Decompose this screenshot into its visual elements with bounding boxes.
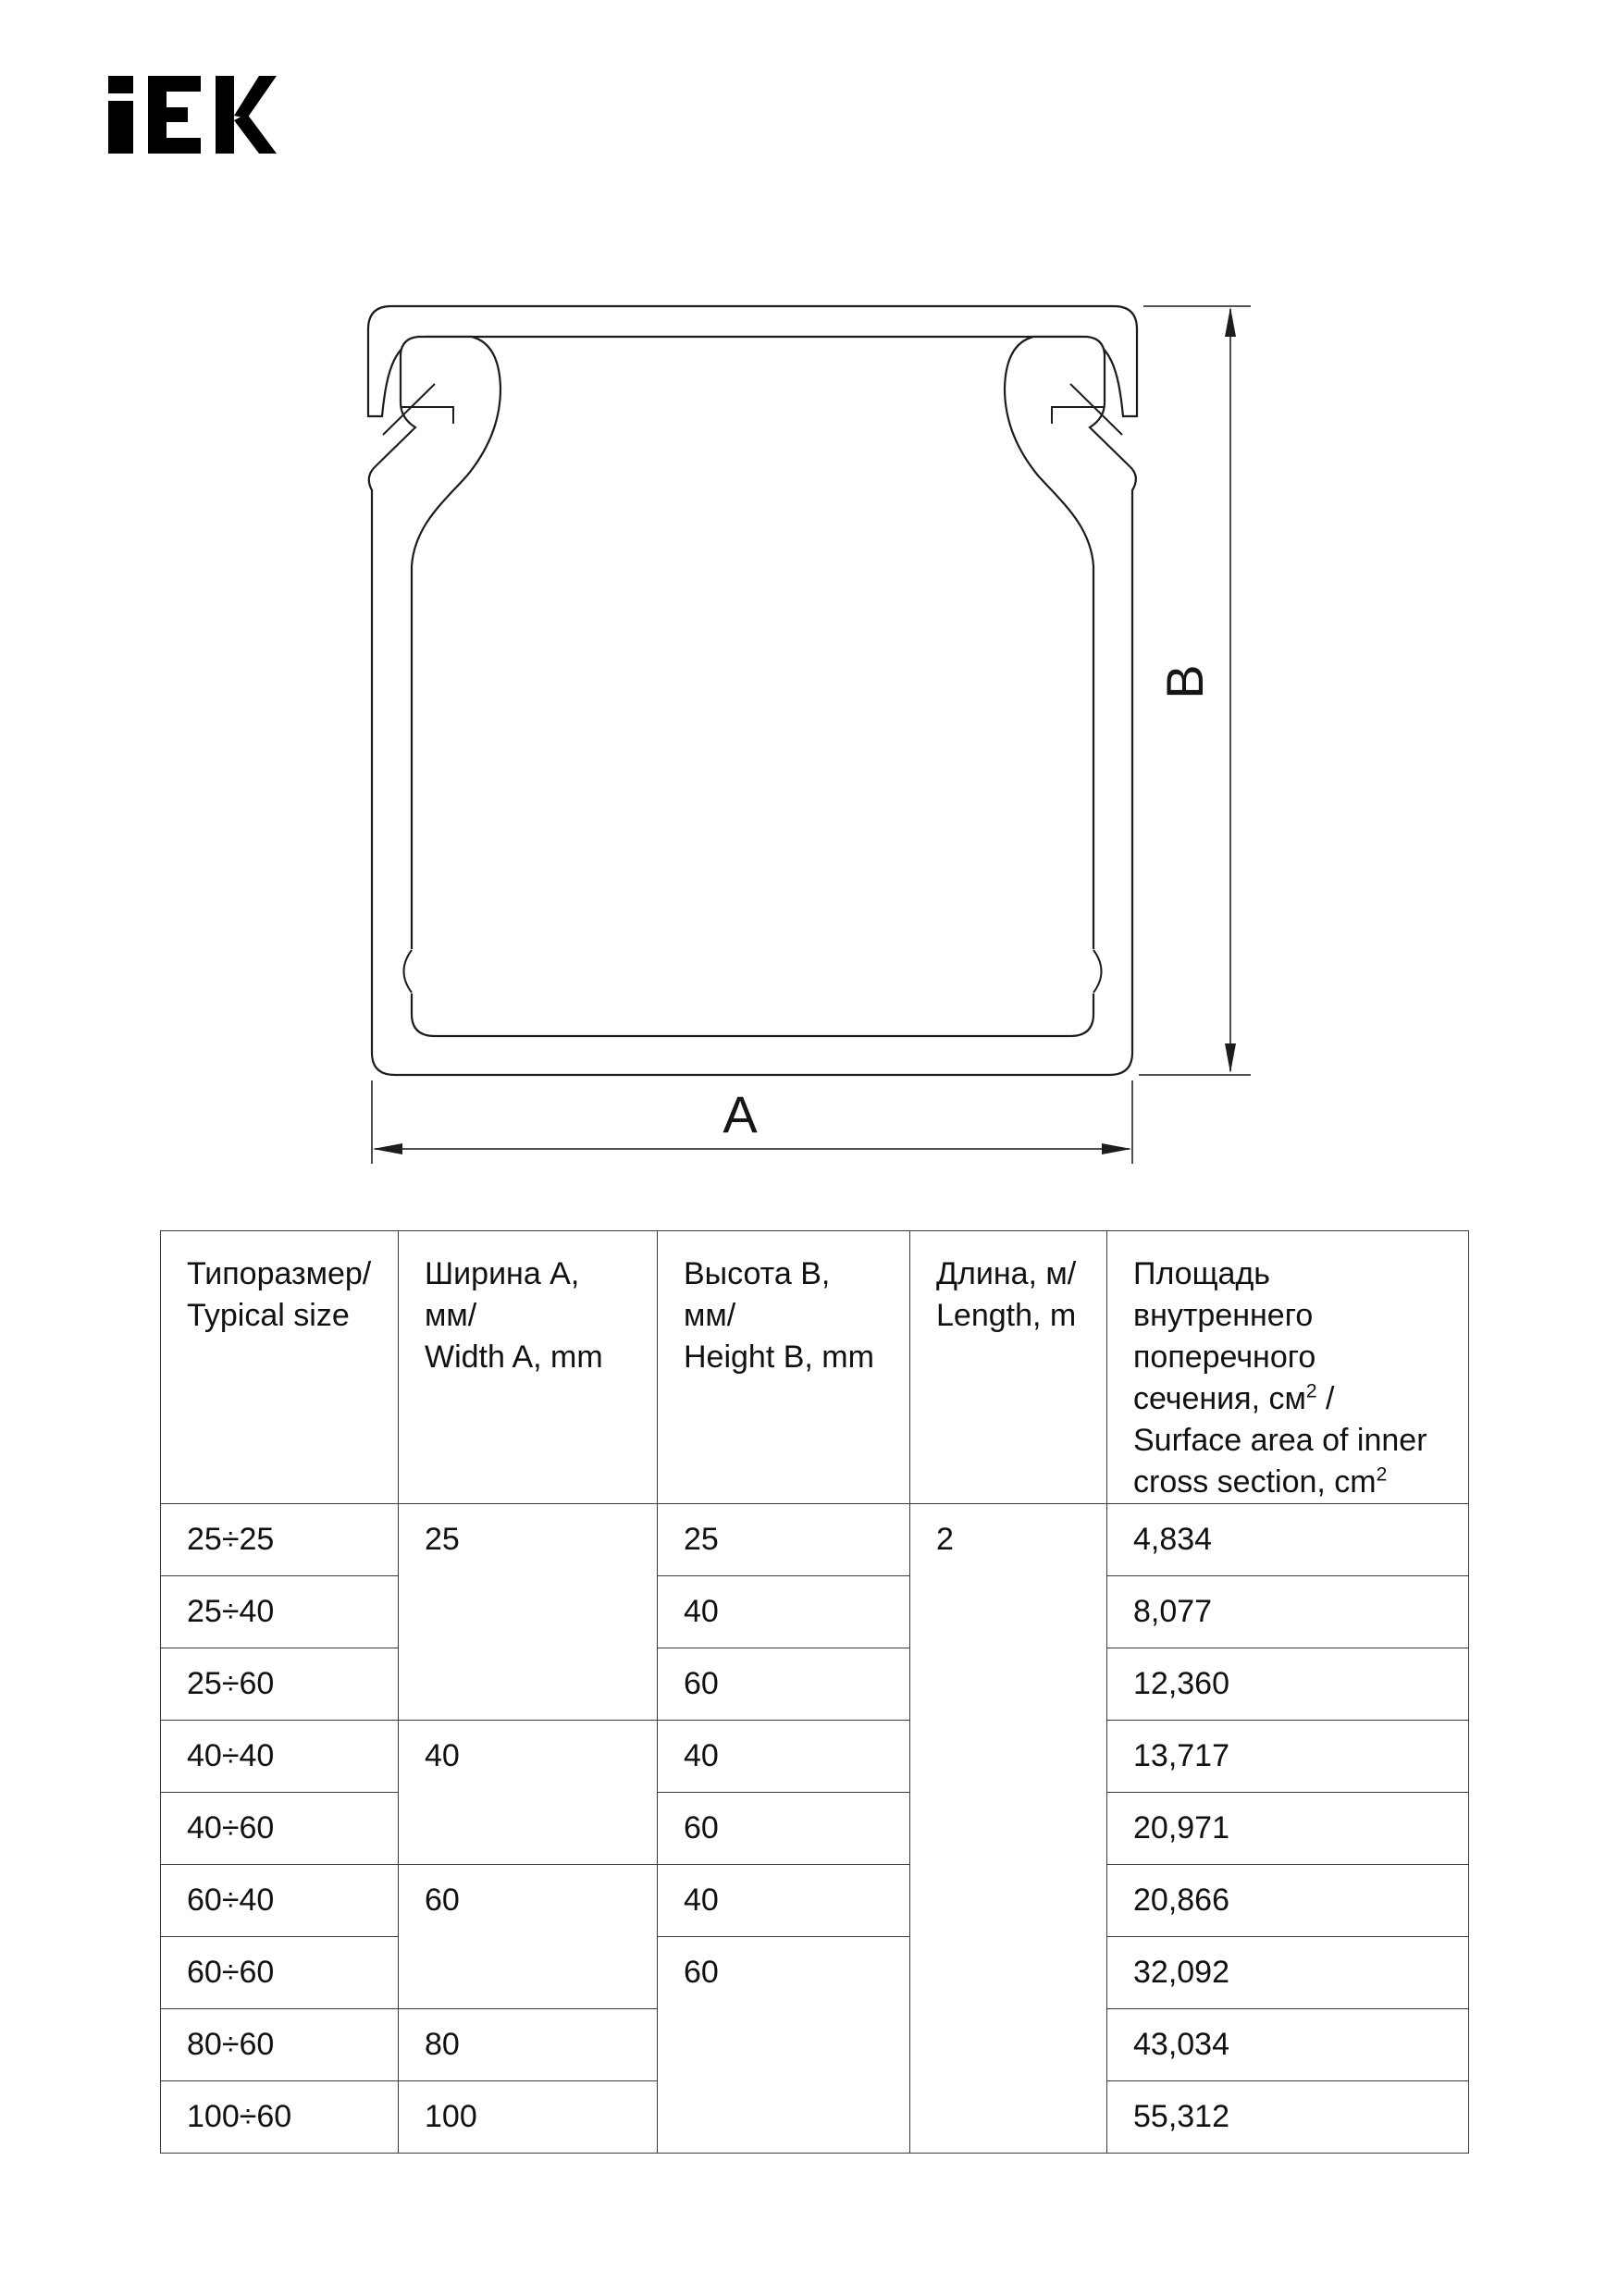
table-cell: 40÷40 xyxy=(161,1721,399,1793)
logo-k-stem xyxy=(216,76,234,154)
iek-logo xyxy=(108,76,277,154)
table-cell: 25÷60 xyxy=(161,1648,399,1721)
header-width-a-ru: Ширина А, мм/ xyxy=(425,1256,580,1333)
dim-arrow-b-top xyxy=(1225,307,1236,337)
table-cell: 60÷40 xyxy=(161,1865,399,1937)
table-cell: 20,866 xyxy=(1107,1865,1469,1937)
logo-k-upper-leg xyxy=(234,76,277,118)
table-cell: 60 xyxy=(399,1865,658,2009)
dim-arrow-a-left xyxy=(373,1143,402,1154)
table-cell: 80÷60 xyxy=(161,2009,399,2081)
logo-e-mid-bar xyxy=(148,107,188,122)
table-row xyxy=(161,1865,1469,1937)
table-row xyxy=(161,1721,1469,1793)
table-cell: 12,360 xyxy=(1107,1648,1469,1721)
table-cell: 25÷25 xyxy=(161,1504,399,1576)
table-cell: 8,077 xyxy=(1107,1576,1469,1648)
logo-i-stem xyxy=(108,101,133,154)
table-cell: 4,834 xyxy=(1107,1504,1469,1576)
table-cell: 100÷60 xyxy=(161,2081,399,2154)
table-cell: 2 xyxy=(910,1504,1107,2154)
header-length-en: Length, m xyxy=(936,1298,1077,1333)
logo-e-top-bar xyxy=(148,76,201,92)
logo-k-lower-leg xyxy=(234,114,277,154)
spec-table xyxy=(160,1230,1469,2154)
logo-i-dot xyxy=(108,76,133,93)
table-row xyxy=(161,1504,1469,1576)
table-cell: 40÷60 xyxy=(161,1793,399,1865)
header-width-a-en: Width A, mm xyxy=(425,1339,603,1375)
header-typical-size-ru: Типоразмер/ xyxy=(187,1256,372,1291)
table-cell: 25÷40 xyxy=(161,1576,399,1648)
table-cell: 60÷60 xyxy=(161,1937,399,2009)
table-cell: 25 xyxy=(658,1504,910,1576)
table-cell: 20,971 xyxy=(1107,1793,1469,1865)
table-cell: 43,034 xyxy=(1107,2009,1469,2081)
dim-label-a: A xyxy=(723,1085,758,1143)
table-cell: 100 xyxy=(399,2081,658,2154)
header-typical-size xyxy=(161,1231,399,1504)
logo-e-bottom-bar xyxy=(148,138,201,154)
spec-table-header-row xyxy=(161,1231,1469,1504)
header-area-sup-en: 2 xyxy=(1376,1463,1388,1486)
table-row xyxy=(161,1937,1469,2009)
header-cross-section-area xyxy=(1107,1231,1469,1504)
table-cell: 13,717 xyxy=(1107,1721,1469,1793)
header-area-sup-ru: 2 xyxy=(1305,1380,1317,1402)
trunking-cross-section-drawing xyxy=(315,291,1277,1193)
table-row xyxy=(161,1648,1469,1721)
header-length xyxy=(910,1231,1107,1504)
header-area-en: / Surface area of inner cross section, cm xyxy=(1133,1381,1427,1500)
table-cell: 80 xyxy=(399,2009,658,2081)
dim-arrow-a-right xyxy=(1102,1143,1131,1154)
header-width-a xyxy=(399,1231,658,1504)
header-typical-size-en: Typical size xyxy=(187,1298,350,1333)
table-cell: 40 xyxy=(658,1721,910,1793)
dim-arrow-b-bottom xyxy=(1225,1043,1236,1073)
detent-mask-right xyxy=(1071,949,1116,994)
table-cell: 60 xyxy=(658,1648,910,1721)
table-cell: 60 xyxy=(658,1937,910,2154)
duct-base-outline xyxy=(369,337,1136,1075)
table-cell: 32,092 xyxy=(1107,1937,1469,2009)
header-height-b xyxy=(658,1231,910,1504)
dim-label-b: B xyxy=(1155,664,1214,699)
table-cell: 40 xyxy=(658,1576,910,1648)
table-row xyxy=(161,1793,1469,1865)
spec-table-body xyxy=(161,1504,1469,2154)
table-cell: 60 xyxy=(658,1793,910,1865)
header-area-ru: Площадь внутреннего поперечного сечения, см xyxy=(1133,1256,1316,1416)
header-height-b-ru: Высота В, мм/ xyxy=(684,1256,831,1333)
table-cell: 40 xyxy=(399,1721,658,1865)
header-height-b-en: Height B, mm xyxy=(684,1339,874,1375)
table-cell: 40 xyxy=(658,1865,910,1937)
table-cell: 55,312 xyxy=(1107,2081,1469,2154)
table-cell: 25 xyxy=(399,1504,658,1721)
table-row xyxy=(161,1576,1469,1648)
detent-mask-left xyxy=(389,949,434,994)
header-length-ru: Длина, м/ xyxy=(936,1256,1077,1291)
